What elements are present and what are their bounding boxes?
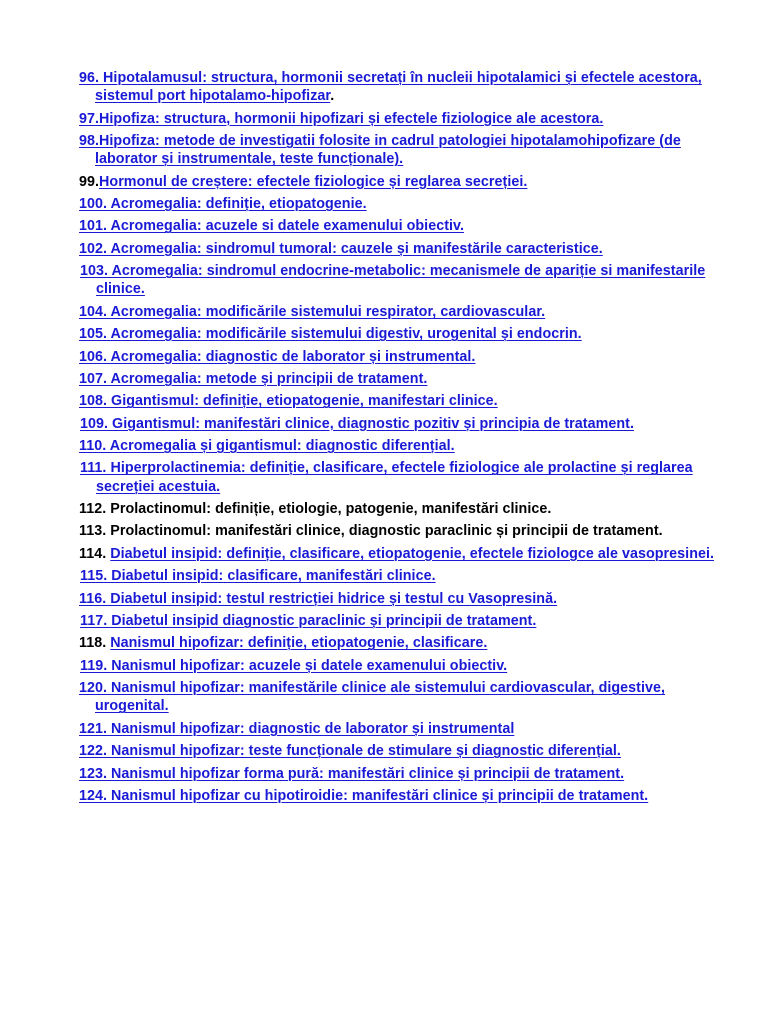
item-link[interactable]: 102. Acromegalia: sindromul tumoral: cauzele și manifestările caracteristice. — [79, 240, 603, 257]
list-item[interactable] — [79, 262, 739, 298]
item-link[interactable]: 108. Gigantismul: definiție, etiopatogenie, manifestari clinice. — [79, 393, 498, 410]
list-item[interactable] — [79, 392, 739, 410]
item-link[interactable]: 105. Acromegalia: modificările sistemului digestiv, urogenital și endocrin. — [79, 326, 582, 343]
list-item[interactable] — [79, 110, 739, 128]
item-link[interactable]: 110. Acromegalia și gigantismul: diagnostic diferențial. — [79, 438, 455, 455]
list-item[interactable] — [79, 370, 739, 388]
item-link[interactable]: 123. Nanismul hipofizar forma pură: manifestări clinice și principii de tratament. — [79, 765, 625, 782]
item-link[interactable]: Diabetul insipid: definiție, clasificare, etiopatogenie, efectele fiziologce ale vasopresinei. — [110, 545, 715, 562]
list-item[interactable] — [79, 657, 739, 675]
list-item[interactable] — [79, 303, 739, 321]
list-item[interactable] — [79, 679, 739, 715]
list-item[interactable] — [79, 173, 739, 191]
list-item[interactable] — [79, 545, 739, 563]
list-item[interactable] — [79, 195, 739, 213]
item-link[interactable]: 116. Diabetul insipid: testul restricției hidrice și testul cu Vasopresină. — [79, 590, 558, 607]
list-item[interactable] — [79, 132, 739, 168]
item-link[interactable]: 104. Acromegalia: modificările sistemului respirator, cardiovascular. — [79, 303, 546, 320]
item-link[interactable]: Hormonul de creștere: efectele fiziologice și reglarea secreției. — [99, 173, 528, 190]
item-link[interactable]: 111. Hiperprolactinemia: definiție, clasificare, efectele fiziologice ale prolactine și reglarea secreției acestuia. — [80, 460, 693, 495]
list-item[interactable] — [79, 612, 739, 630]
item-link[interactable]: 117. Diabetul insipid diagnostic paraclinic și principii de tratament. — [80, 613, 537, 630]
item-link[interactable]: 109. Gigantismul: manifestări clinice, diagnostic pozitiv și principia de tratament. — [80, 415, 634, 432]
item-link[interactable]: 97.Hipofiza: structura, hormonii hipofizari și efectele fiziologice ale acestora. — [79, 110, 604, 127]
item-link[interactable]: 107. Acromegalia: metode și principii de tratament. — [79, 370, 428, 387]
list-item[interactable] — [79, 217, 739, 235]
list-item[interactable] — [79, 348, 739, 366]
item-link[interactable]: 120. Nanismul hipofizar: manifestările clinice ale sistemului cardiovascular, digestive, urogenital. — [79, 680, 666, 715]
item-link[interactable]: 121. Nanismul hipofizar: diagnostic de laborator și instrumental — [79, 720, 515, 737]
item-link[interactable]: 96. Hipotalamusul: structura, hormonii secretați în nucleii hipotalamici și efectele acestora, sistemul port hipotalamo-hipofizar — [79, 70, 702, 105]
list-item — [79, 522, 739, 540]
item-plain-text: 114. — [79, 545, 111, 562]
list-item[interactable] — [79, 325, 739, 343]
item-link[interactable]: 115. Diabetul insipid: clasificare, manifestări clinice. — [80, 568, 436, 585]
item-link[interactable]: 98.Hipofiza: metode de investigatii folosite in cadrul patologiei hipotalamohipofizare (de laborator și instrumentale, teste funcționale). — [79, 132, 681, 168]
item-suffix: . — [330, 88, 335, 105]
item-plain-text: 99. — [79, 173, 100, 190]
list-item[interactable] — [79, 415, 739, 433]
item-link[interactable]: 101. Acromegalia: acuzele si datele examenului obiectiv. — [79, 218, 465, 235]
item-link[interactable]: 124. Nanismul hipofizar cu hipotiroidie: manifestări clinice și principii de tratament. — [79, 787, 649, 804]
list-item[interactable] — [79, 437, 739, 455]
list-item[interactable] — [79, 240, 739, 258]
list-item[interactable] — [79, 787, 739, 805]
item-link[interactable]: 119. Nanismul hipofizar: acuzele și datele examenului obiectiv. — [80, 657, 508, 674]
list-item[interactable] — [79, 567, 739, 585]
list-item — [79, 500, 739, 518]
item-plain-text: 112. Prolactinomul: definiție, etiologie, patogenie, manifestări clinice. — [79, 501, 552, 518]
item-link[interactable]: 100. Acromegalia: definiție, etiopatogenie. — [79, 195, 367, 212]
item-plain-text: 118. — [79, 635, 111, 652]
list-item[interactable] — [79, 634, 739, 652]
item-link[interactable]: 106. Acromegalia: diagnostic de laborator și instrumental. — [79, 348, 476, 365]
topic-list — [79, 69, 739, 809]
item-link[interactable]: 122. Nanismul hipofizar: teste funcționale de stimulare și diagnostic diferențial. — [79, 743, 621, 760]
item-plain-text: 113. Prolactinomul: manifestări clinice, diagnostic paraclinic și principii de tratament. — [79, 523, 663, 540]
list-item[interactable] — [79, 459, 739, 495]
item-link[interactable]: Nanismul hipofizar: definiție, etiopatogenie, clasificare. — [110, 635, 488, 652]
item-link[interactable]: 103. Acromegalia: sindromul endocrine-metabolic: mecanismele de apariție si manifestarile clinice. — [80, 263, 706, 298]
list-item[interactable] — [79, 765, 739, 783]
list-item[interactable] — [79, 742, 739, 760]
list-item[interactable] — [79, 720, 739, 738]
list-item[interactable] — [79, 69, 739, 105]
list-item[interactable] — [79, 590, 739, 608]
